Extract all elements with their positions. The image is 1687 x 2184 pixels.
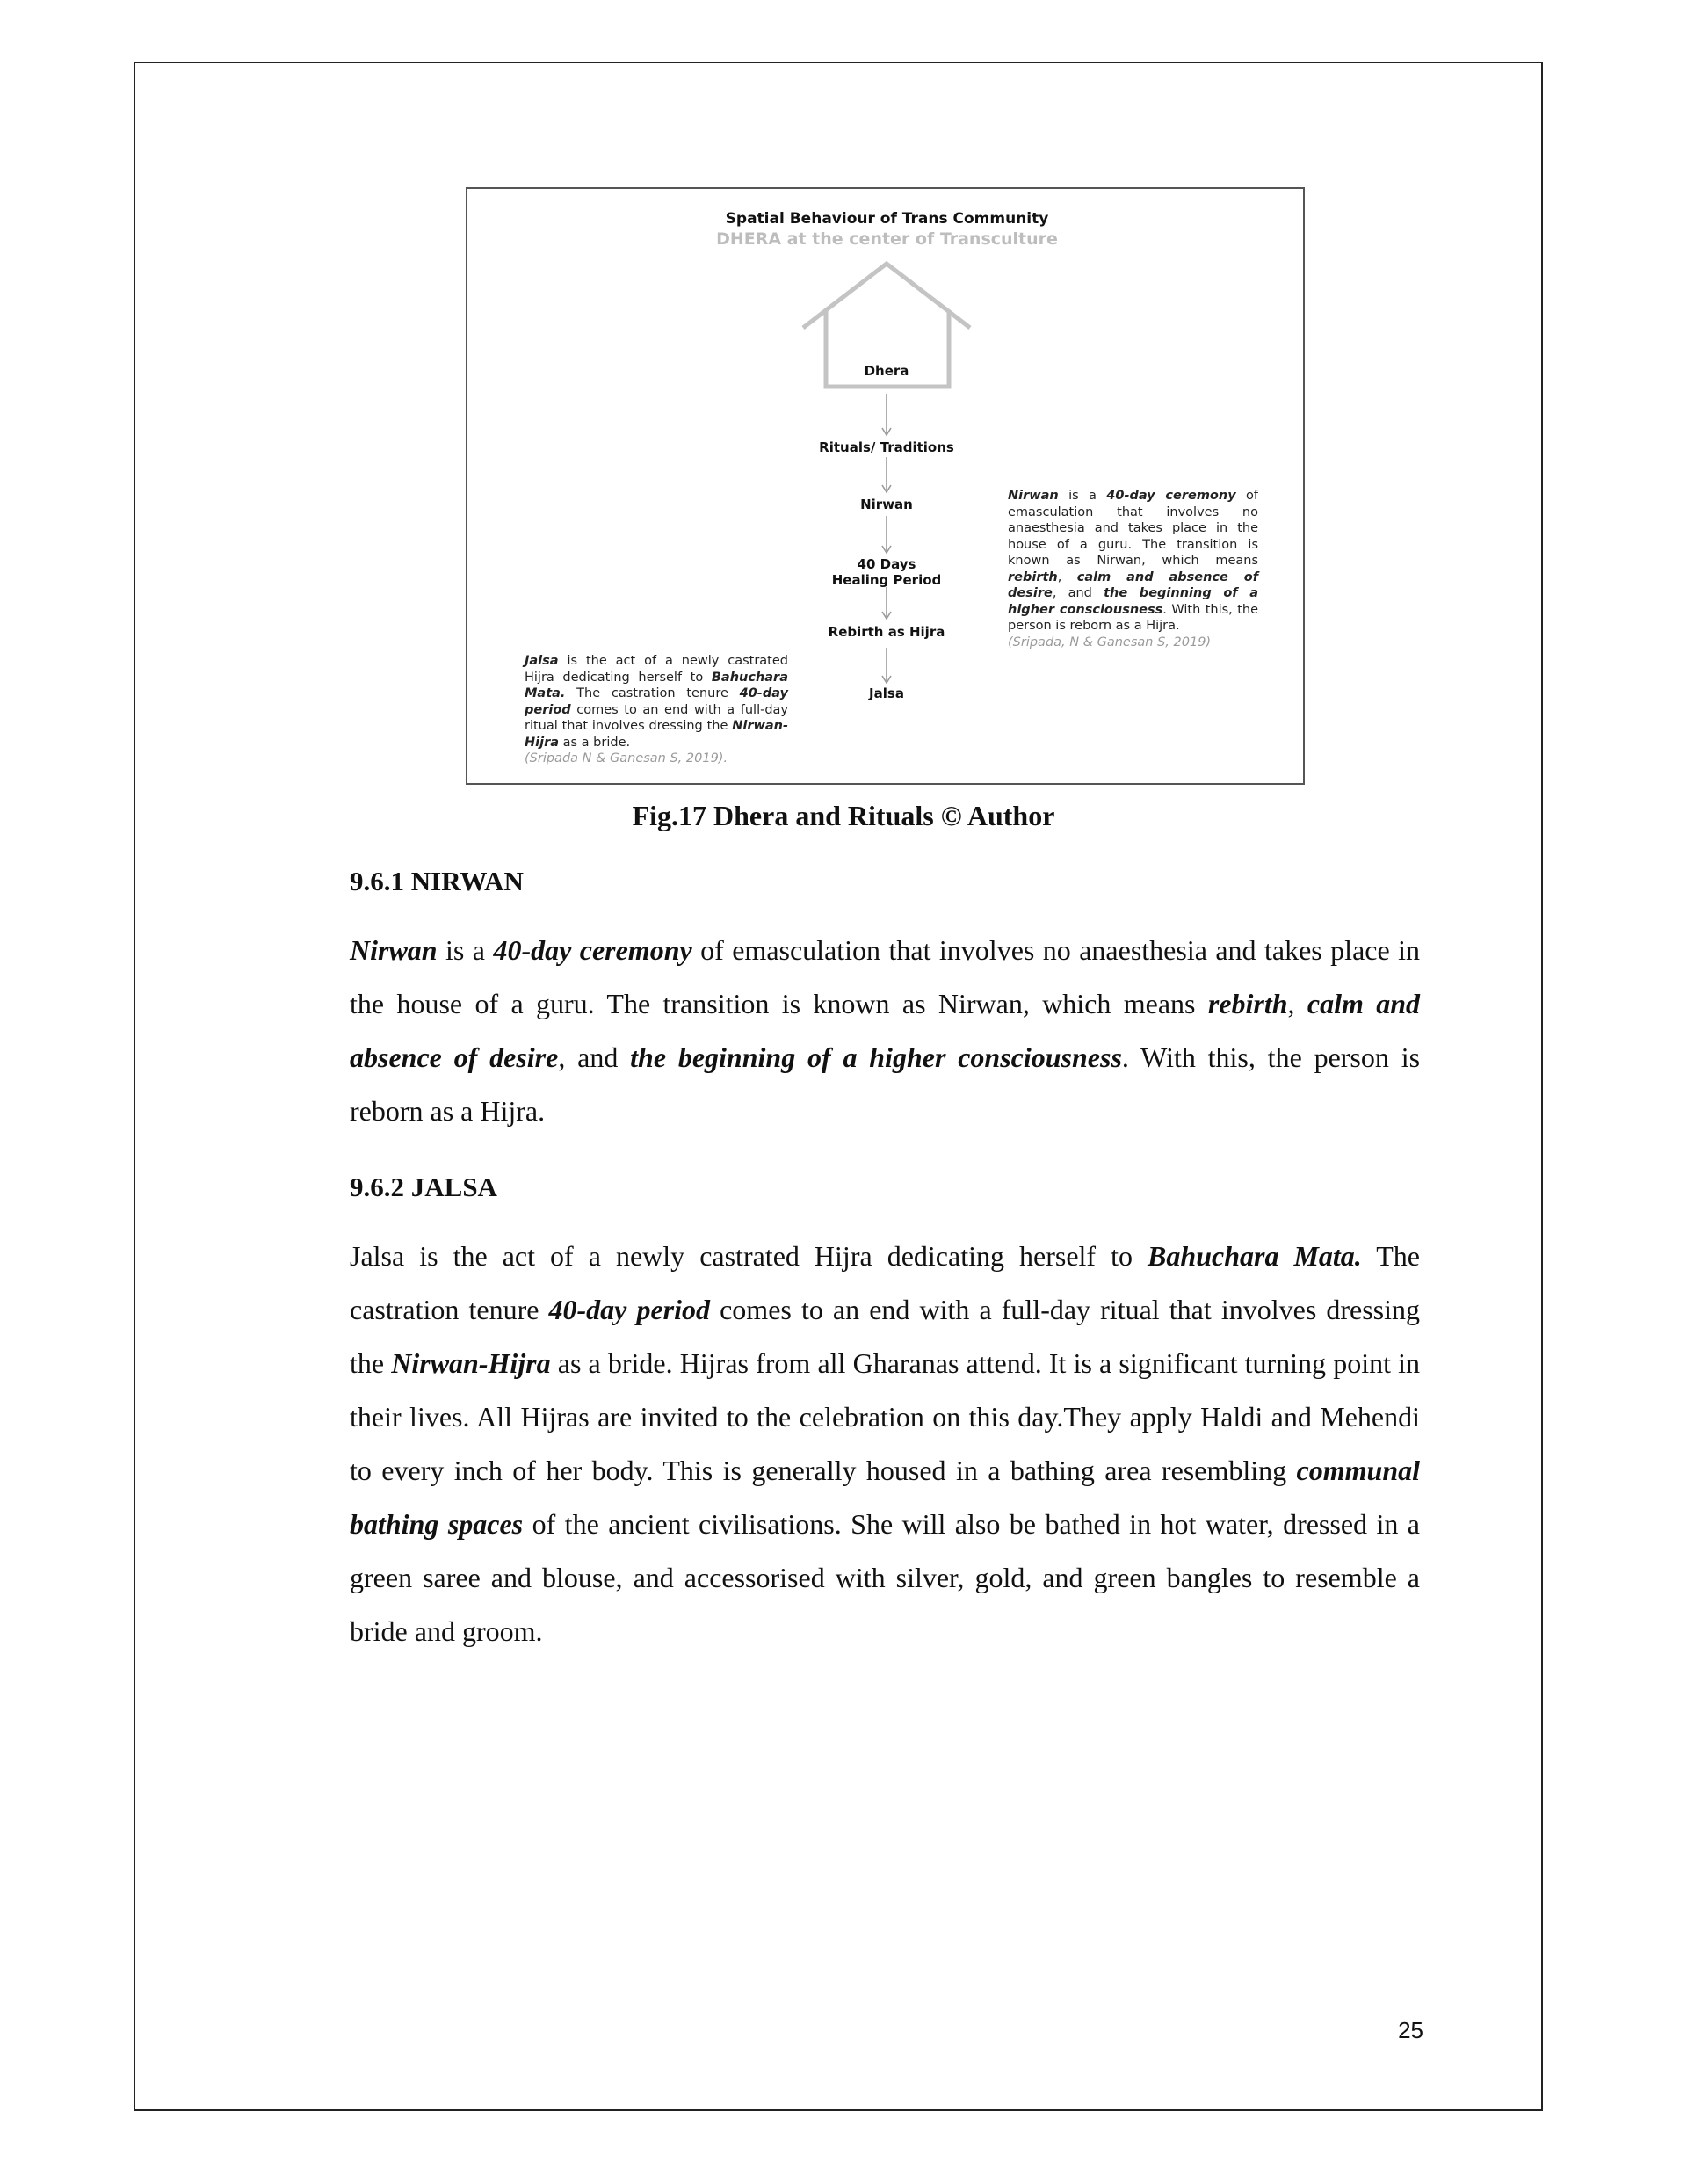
note-jalsa-text: The castration tenure bbox=[565, 686, 740, 700]
note-nirwan-text: , and bbox=[1052, 586, 1104, 600]
paragraph-text: . With this, the person is reborn as a Hijra. bbox=[350, 1041, 1421, 1127]
note-jalsa-term: Bahuchara Mata. bbox=[525, 670, 788, 700]
note-jalsa-term: Nirwan-Hijra bbox=[525, 719, 788, 750]
section-heading-nirwan: 9.6.1 NIRWAN bbox=[350, 866, 524, 896]
paragraph-text: , and bbox=[558, 1041, 631, 1073]
note-jalsa-term: 40-day period bbox=[525, 686, 788, 717]
paragraph-term: rebirth bbox=[1207, 988, 1288, 1019]
note-jalsa-term: Jalsa bbox=[525, 654, 559, 668]
paragraph-text: of emasculation that involves no anaesthesia and takes place in the house of a guru. The transition is known as Nirwan, which means bbox=[350, 934, 1421, 1019]
node-nirwan: Nirwan bbox=[860, 497, 913, 512]
note-jalsa-text: as a bride. bbox=[559, 735, 631, 750]
node-rebirth-as-hijra: Rebirth as Hijra bbox=[828, 624, 945, 640]
paragraph-term: calm and absence of desire bbox=[350, 988, 1421, 1073]
note-jalsa bbox=[525, 653, 788, 767]
figure-dhera-rituals bbox=[466, 187, 1305, 785]
note-nirwan-term: calm and absence of desire bbox=[1008, 570, 1258, 600]
note-jalsa-text: comes to an end with a full-day ritual that involves dressing the bbox=[525, 702, 788, 733]
note-nirwan-term: the beginning of a higher consciousness bbox=[1008, 586, 1259, 617]
note-nirwan-citation: (Sripada, N & Ganesan S, 2019) bbox=[1008, 635, 1212, 649]
paragraph-term: Nirwan bbox=[350, 934, 438, 966]
paragraph-term: 40-day ceremony bbox=[493, 934, 692, 966]
node-healing-line1: 40 Days bbox=[857, 556, 916, 572]
paragraph-jalsa bbox=[350, 1230, 1420, 1658]
paragraph-text: as a bride. Hijras from all Gharanas attend. It is a significant turning point in their lives. All Hijras are invited to the celebration on this day.They apply Haldi and Mehendi to every inch of her body. This is generally housed in a bathing area resembling bbox=[350, 1347, 1421, 1486]
paragraph-text: comes to an end with a full-day ritual that involves dressing the bbox=[350, 1294, 1421, 1379]
note-nirwan-text: of emasculation that involves no anaesthesia and takes place in the house of a guru. The transition is known as Nirwan, which means bbox=[1008, 489, 1258, 568]
paragraph-term: Nirwan-Hijra bbox=[391, 1347, 551, 1379]
paragraph-term: communal bathing spaces bbox=[350, 1455, 1420, 1540]
node-rituals-traditions: Rituals/ Traditions bbox=[819, 439, 954, 455]
note-jalsa-text: is the act of a newly castrated Hijra dedicating herself to bbox=[525, 654, 788, 685]
node-healing bbox=[799, 556, 974, 588]
note-nirwan-text: . With this, the person is reborn as a Hijra. bbox=[1008, 602, 1258, 633]
figure-subtitle: DHERA at the center of Transculture bbox=[716, 229, 1058, 249]
paragraph-text: The castration tenure bbox=[350, 1240, 1421, 1325]
paragraph-text: Jalsa is the act of a newly castrated Hijra dedicating herself to bbox=[350, 1240, 1148, 1272]
page-number: 25 bbox=[1398, 2017, 1423, 2043]
node-dhera: Dhera bbox=[864, 363, 909, 379]
paragraph-text: of the ancient civilisations. She will also be bathed in hot water, dressed in a green saree and blouse, and accessorised with silver, gold, and green bangles to resemble a bride and groom. bbox=[350, 1508, 1421, 1647]
figure-title: Spatial Behaviour of Trans Community bbox=[725, 210, 1049, 228]
paragraph-text: is a bbox=[437, 934, 494, 966]
note-nirwan-text: is a bbox=[1058, 489, 1107, 503]
figure-caption: Fig.17 Dhera and Rituals © Author bbox=[632, 800, 1055, 831]
note-nirwan-term: Nirwan bbox=[1008, 489, 1059, 503]
paragraph-term: Bahuchara Mata. bbox=[1148, 1240, 1362, 1272]
note-nirwan-term: rebirth bbox=[1008, 570, 1058, 584]
paragraph-nirwan bbox=[350, 924, 1420, 1138]
paragraph-term: the beginning of a higher consciousness bbox=[630, 1041, 1122, 1073]
note-nirwan-text: , bbox=[1057, 570, 1077, 584]
section-heading-jalsa: 9.6.2 JALSA bbox=[350, 1172, 497, 1202]
note-jalsa-citation: (Sripada N & Ganesan S, 2019). bbox=[525, 751, 728, 765]
note-nirwan-term: 40-day ceremony bbox=[1106, 489, 1236, 503]
note-nirwan bbox=[1008, 488, 1258, 650]
paragraph-text: , bbox=[1287, 988, 1307, 1019]
node-healing-line2: Healing Period bbox=[831, 572, 942, 588]
paragraph-term: 40-day period bbox=[548, 1294, 711, 1325]
node-jalsa: Jalsa bbox=[869, 686, 904, 701]
